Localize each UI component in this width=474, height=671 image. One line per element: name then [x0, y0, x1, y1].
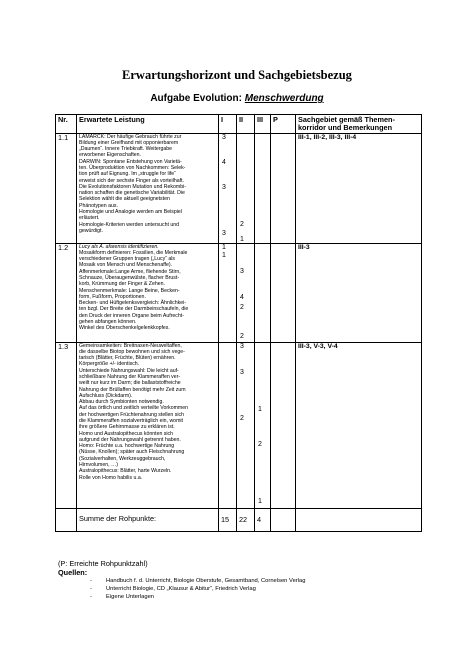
text-line: DARWIN: Spontane Entstehung von Varietä- — [79, 158, 182, 165]
table-row — [56, 342, 422, 508]
text-line: (Sozialverhalten, Werkzeuggebrauch, — [79, 455, 166, 462]
score-value: 1 — [222, 243, 226, 251]
text-line: Lucy als A. afarensis identifizieren. — [79, 243, 159, 250]
points-note: (P: Erreichte Rohpunktzahl) — [58, 559, 148, 568]
sum-col-1: 15 — [219, 508, 237, 531]
sum-col-2: 22 — [237, 508, 255, 531]
text-line: Hirnvolumen, …) — [79, 461, 118, 468]
text-line: Phänotypen aus. — [79, 202, 118, 209]
score-col-3 — [255, 133, 271, 243]
text-line: ten bzgl. Der Breite der Darmbeinschaufeln, die — [79, 306, 189, 313]
text-line: Rolle von Homo habilis u.a. — [79, 474, 143, 481]
text-line: Mosaikform definieren: Fossilien, die Merkmale — [79, 249, 188, 256]
header-col-1: I — [219, 115, 237, 134]
text-line: aufgrund der Nahrungswahl getrennt haben. — [79, 436, 181, 443]
header-nr: Nr. — [56, 115, 77, 134]
source-item — [58, 593, 305, 601]
score-value: 1 — [240, 235, 244, 243]
bullet-dash: - — [90, 578, 92, 584]
text-line: erläutert. — [79, 215, 100, 222]
text-line: LAMARCK: Der häufige Gebrauch führte zur — [79, 133, 182, 140]
sum-nr-cell — [56, 508, 77, 531]
score-value: 3 — [222, 183, 226, 191]
score-value: 2 — [240, 332, 244, 340]
text-line: tion prüft auf Eignung. Im „struggle for life“ — [79, 171, 176, 178]
sources-heading: Quellen: — [58, 568, 88, 577]
score-value: 2 — [240, 303, 244, 311]
document-subtitle — [0, 93, 474, 104]
score-value: 3 — [222, 133, 226, 141]
row-expected-text — [77, 133, 219, 243]
header-leistung: Erwartete Leistung — [77, 115, 219, 134]
subtitle-topic: Menschwerdung — [244, 93, 324, 104]
score-col-p — [271, 133, 296, 243]
score-col-2 — [237, 243, 255, 342]
score-value: 2 — [240, 414, 244, 422]
text-line: (Nüsse, Knollen); später auch Fleischnahrung — [79, 449, 185, 456]
text-line: verschiedener Gruppen tragen („Lucy“ als — [79, 256, 176, 263]
row-themen: III-1, III-2, III-3, III-4 — [296, 133, 422, 243]
row-themen: III-3 — [296, 243, 422, 342]
text-line: Selektion wählt die aktuell geeignetsten — [79, 196, 170, 203]
text-line: Affenmerkmale:Lange Arme, fliehende Stirn, — [79, 268, 181, 275]
score-col-1 — [219, 133, 237, 243]
score-value: 3 — [240, 342, 244, 350]
score-value: 1 — [258, 405, 262, 413]
text-line: die Klammeraffen sozialverträglich ein, womit — [79, 417, 183, 424]
score-value: 1 — [258, 497, 262, 505]
text-line: Nahrung der Brüllaffen benötigt mehr Zeit zum — [79, 386, 186, 393]
text-line: den Druck der inneren Organe beim Aufrecht- — [79, 312, 184, 319]
text-line: Homologie und Analogie werden am Beispiel — [79, 208, 182, 215]
text-line: die dasselbe Biotop bewohnen und sich vege- — [79, 348, 185, 355]
source-text: Eigene Unterlagen — [106, 594, 155, 600]
score-value: 3 — [240, 368, 244, 376]
text-line: gehen abfangen können. — [79, 318, 137, 325]
row-number: 1.2 — [56, 243, 77, 342]
source-text: Handbuch f. d. Unterricht, Biologie Oberstufe, Gesamtband, Cornelsen Verlag — [106, 578, 306, 584]
text-line: schließbare Nahrung der Klammeraffen ver- — [79, 374, 181, 380]
header-themen: Sachgebiet gemäß Themen-korridor und Bemerkungen — [296, 115, 422, 134]
score-col-1 — [219, 342, 237, 508]
source-text: Unterricht Biologie, CD „Klausur & Abitur“, Friedrich Verlag — [106, 586, 256, 592]
text-line: Winkel des Oberschenkelgelenkkopfes. — [79, 325, 170, 332]
score-col-2 — [237, 133, 255, 243]
bullet-dash: - — [90, 594, 92, 600]
score-value: 3 — [240, 267, 244, 275]
row-expected-text — [77, 243, 219, 342]
score-col-3 — [255, 342, 271, 508]
row-number: 1.3 — [56, 342, 77, 508]
sum-themen-cell — [296, 508, 422, 531]
expectation-table — [55, 114, 422, 532]
sum-col-p[interactable] — [271, 508, 296, 531]
row-number: 1.1 — [56, 133, 77, 243]
header-col-p: P — [271, 115, 296, 134]
text-line: Schnauze, Überaugenwülste, flacher Brust- — [79, 275, 180, 281]
sum-label: Summe der Rohpunkte: — [77, 508, 219, 531]
text-line: Körpergröße +/- identisch. — [79, 361, 140, 368]
sum-col-3: 4 — [255, 508, 271, 531]
table-row — [56, 133, 422, 243]
row-themen: III-3, V-3, V-4 — [296, 342, 422, 508]
text-line: der hochwertigen Früchtenahrung stellen sich — [79, 411, 184, 418]
text-line: tarisch (Blätter, Früchte, Blüten) ernähren. — [79, 355, 176, 362]
text-line: erweist sich der sechste Finger als vorteilhaft. — [79, 177, 184, 184]
sources-list — [58, 577, 305, 601]
sum-row — [56, 508, 422, 531]
text-line: Homo: Früchte u.a. hochwertige Nahrung — [79, 443, 175, 450]
text-line: Abbau durch Symbionten notwendig. — [79, 399, 164, 406]
score-value: 4 — [240, 293, 244, 301]
text-line: Becken- und Hüftgelenksvergleich: Ähnlichkei- — [79, 300, 186, 307]
subtitle-prefix: Aufgabe Evolution: — [150, 93, 245, 104]
text-line: nation schaffen die genetische Variabilität. Die — [79, 190, 185, 197]
text-line: Menschenmerkmale: Lange Beine, Becken- — [79, 287, 180, 294]
text-line: „Daumen“. Innere Triebkraft. Weitergabe — [79, 146, 173, 153]
text-line: korb, Krümmung der Finger & Zehen. — [79, 281, 165, 288]
text-line: ten. Überproduktion von Nachkommen: Selek- — [79, 165, 186, 171]
document-title: Erwartungshorizont und Sachgebietsbezug — [122, 68, 352, 82]
text-line: Auf das örtlich und zeitlich verteilte Vorkommen — [79, 405, 188, 412]
header-col-2: II — [237, 115, 255, 134]
score-value: 2 — [240, 220, 244, 228]
text-line: Gemeinsamkeiten: Breitnasen-Neuweltaffen, — [79, 342, 182, 349]
text-line: Mosaik von Mensch und Menschenaffe). — [79, 262, 173, 269]
source-item — [58, 577, 305, 585]
score-col-1 — [219, 243, 237, 342]
table-header-row — [56, 115, 422, 134]
text-line: gewürdigt. — [79, 227, 103, 234]
score-value: 2 — [258, 440, 262, 448]
score-col-3 — [255, 243, 271, 342]
table-row — [56, 243, 422, 342]
score-value: 3 — [222, 229, 226, 237]
score-col-p — [271, 342, 296, 508]
text-line: Australopithecus: Blätter, harte Wurzeln. — [79, 468, 172, 475]
text-line: Aufschluss (Dickdarm). — [79, 392, 133, 399]
score-value: 4 — [222, 158, 226, 166]
row-expected-text — [77, 342, 219, 508]
score-value: 1 — [222, 251, 226, 259]
text-line: Die Evolutionsfaktoren Mutation und Rekombi- — [79, 183, 186, 190]
bullet-dash: - — [90, 586, 92, 592]
score-col-p — [271, 243, 296, 342]
text-line: Bildung einer Greifhand mit opponierbarem — [79, 139, 179, 146]
text-line: form, Fußform, Proportionen. — [79, 293, 146, 300]
text-line: Unterschiede Nahrungswahl: Die leicht auf- — [79, 367, 179, 374]
text-line: erworbener Eigenschaften. — [79, 152, 141, 159]
source-item — [58, 585, 305, 593]
score-col-2 — [237, 342, 255, 508]
text-line: ihre größere Gehirnmasse zu erklären ist. — [79, 424, 175, 431]
text-line: Homologie-Kriterien werden untersucht und — [79, 221, 180, 228]
header-col-3: III — [255, 115, 271, 134]
document-footer — [58, 559, 305, 601]
text-line: weilt nur kurz im Darm; die ballaststoffreiche — [79, 380, 181, 387]
text-line: Homo und Australopithecus könnten sich — [79, 430, 174, 437]
